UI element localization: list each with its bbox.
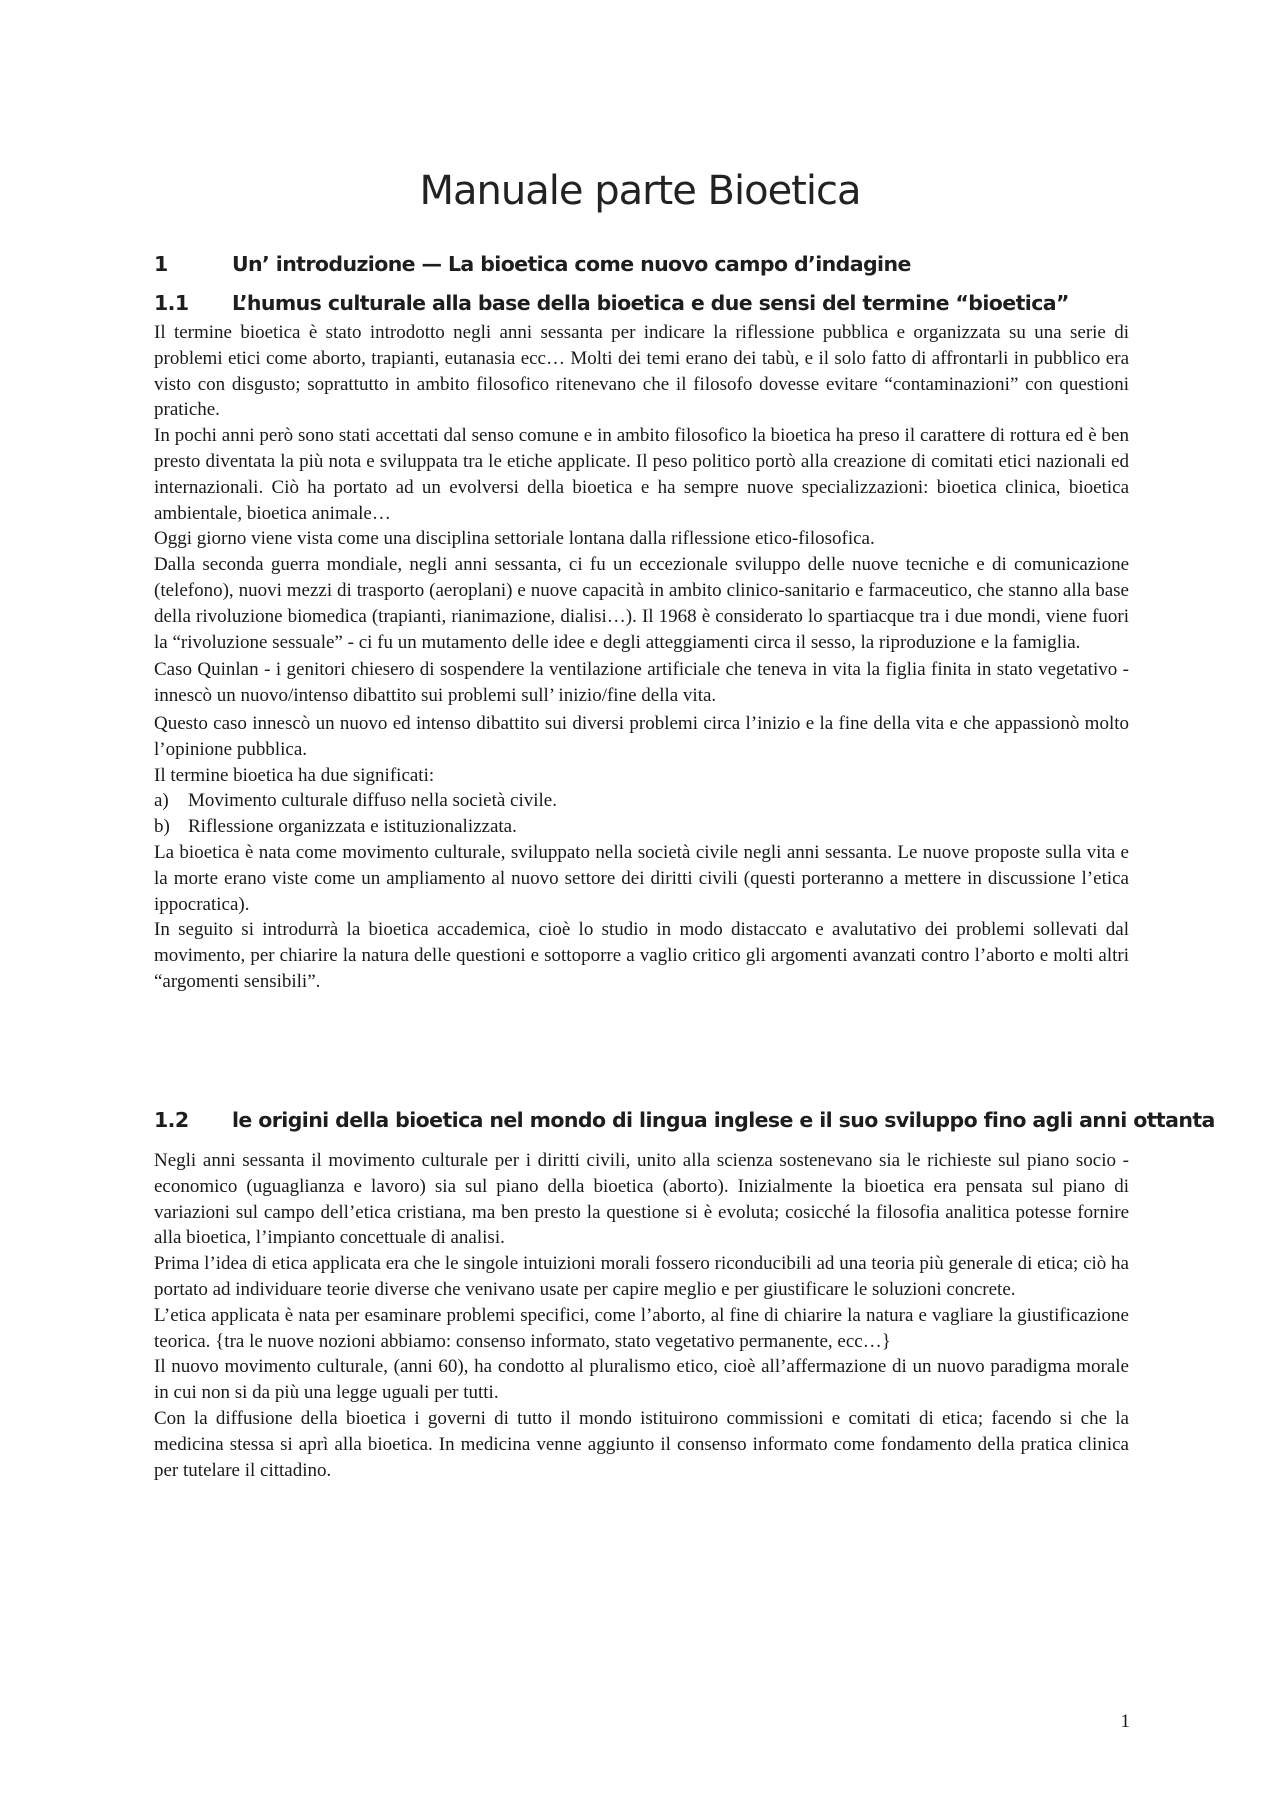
paragraph: Negli anni sessanta il movimento culturale per i diritti civili, unito alla scienza sostenevano sia le richieste sul piano socio - economico (uguaglianza e lavoro) sia sul piano della bioetica (aborto). Inizialmente la bioetica era pensata sul piano di variazioni sul campo dell’etica cristiana, ma ben presto la questione si è evoluta; cosicché la filosofia analitica potesse fornire alla bioetica, l’impianto concettuale di analisi. xyxy=(154,1150,1129,1249)
paragraph: Il termine bioetica ha due significati: xyxy=(154,764,435,786)
document-title: Manuale parte Bioetica xyxy=(419,168,861,214)
meanings-list xyxy=(154,788,1129,840)
section-1-2-number: 1.2 xyxy=(154,1108,189,1132)
section-1-number: 1 xyxy=(154,252,168,276)
paragraph: La bioetica è nata come movimento culturale, sviluppato nella società civile negli anni sessanta. Le nuove proposte sulla vita e la morte erano viste come un ampliamento al nuovo settore dei diritti civili (questi porteranno a mettere in discussione l’etica ippocratica). xyxy=(154,841,1129,915)
paragraph: In seguito si introdurrà la bioetica accademica, cioè lo studio in modo distaccato e avalutativo dei problemi sollevati dal movimento, per chiarire la natura delle questioni e sottoporre a vaglio critico gli argomenti avanzati contro l’aborto e molti altri “argomenti sensibili”. xyxy=(154,919,1129,992)
section-1-2-heading xyxy=(154,1108,1215,1132)
list-item-text: Movimento culturale diffuso nella società civile. xyxy=(188,790,557,812)
section-1-1-title: L’humus culturale alla base della bioetica e due sensi del termine “bioetica” xyxy=(232,291,1069,315)
list-item xyxy=(154,814,1129,840)
section-1-2-title: le origini della bioetica nel mondo di lingua inglese e il suo sviluppo fino agli anni ottanta xyxy=(232,1108,1215,1132)
section-1-title: Un’ introduzione — La bioetica come nuovo campo d’indagine xyxy=(232,252,911,276)
list-marker: a) xyxy=(154,790,169,812)
paragraph: Questo caso innescò un nuovo ed intenso dibattito sui diversi problemi circa l’inizio e la fine della vita e che appassionò molto l’opinione pubblica. xyxy=(154,712,1129,760)
paragraph: Prima l’idea di etica applicata era che le singole intuizioni morali fossero riconducibili ad una teoria più generale di etica; ciò ha portato ad individuare teorie diverse che venivano usate per capire meglio e per giustificare le soluzioni concrete. xyxy=(154,1253,1129,1300)
page-number: 1 xyxy=(1120,1711,1130,1732)
paragraph: In pochi anni però sono stati accettati dal senso comune e in ambito filosofico la bioetica ha preso il carattere di rottura ed è ben presto diventata la più nota e sviluppata tra le etiche applicate. Il peso politico portò alla creazione di comitati etici nazionali ed internazionali. Ciò ha portato ad un evolversi della bioetica e ha sempre nuove specializzazioni: bioetica clinica, bioetica ambientale, bioetica animale… xyxy=(154,425,1129,524)
list-item-text: Riflessione organizzata e istituzionalizzata. xyxy=(188,816,517,838)
section-1-heading xyxy=(154,252,911,276)
section-1-1-heading xyxy=(154,291,1069,315)
paragraph: Oggi giorno viene vista come una disciplina settoriale lontana dalla riflessione etico-filosofica. xyxy=(154,528,875,550)
paragraph: Il nuovo movimento culturale, (anni 60), ha condotto al pluralismo etico, cioè all’affermazione di un nuovo paradigma morale in cui non si da più una legge uguali per tutti. xyxy=(154,1356,1129,1404)
paragraph: Dalla seconda guerra mondiale, negli anni sessanta, ci fu un eccezionale sviluppo delle nuove tecniche e di comunicazione (telefono), nuovi mezzi di trasporto (aeroplani) e nuove capacità in ambito clinico-sanitario e farmaceutico, che stanno alla base della rivoluzione biomedica (trapianti, rianimazione, dialisi…). Il 1968 è considerato lo spartiacque tra i due mondi, viene fuori la “rivoluzione sessuale” - ci fu un mutamento delle idee e degli atteggiamenti circa il sesso, la riproduzione e la famiglia. xyxy=(154,554,1129,653)
section-1-2-body xyxy=(154,1148,1129,1483)
section-1-1-body xyxy=(154,320,1129,995)
paragraph: L’etica applicata è nata per esaminare problemi specifici, come l’aborto, al fine di chiarire la natura e vagliare la giustificazione teorica. {tra le nuove nozioni abbiamo: consenso informato, stato vegetativo permanente, ecc…} xyxy=(154,1304,1129,1352)
section-1-1-number: 1.1 xyxy=(154,291,189,315)
list-marker: b) xyxy=(154,816,170,838)
paragraph: Caso Quinlan - i genitori chiesero di sospendere la ventilazione artificiale che teneva in vita la figlia finita in stato vegetativo - innescò un nuovo/intenso dibattito sui problemi sull’ inizio/fine della vita. xyxy=(154,659,1129,707)
paragraph: Con la diffusione della bioetica i governi di tutto il mondo istituirono commissioni e comitati di etica; facendo si che la medicina stessa si aprì alla bioetica. In medicina venne aggiunto il consenso informato come fondamento della pratica clinica per tutelare il cittadino. xyxy=(154,1407,1129,1481)
list-item xyxy=(154,788,1129,814)
paragraph: Il termine bioetica è stato introdotto negli anni sessanta per indicare la riflessione pubblica e organizzata su una serie di problemi etici come aborto, trapianti, eutanasia ecc… Molti dei temi erano dei tabù, e il solo fatto di affrontarli in pubblico era visto con disgusto; soprattutto in ambito filosofico ritenevano che il filosofo dovesse evitare “contaminazioni” con questioni pratiche. xyxy=(154,322,1129,421)
